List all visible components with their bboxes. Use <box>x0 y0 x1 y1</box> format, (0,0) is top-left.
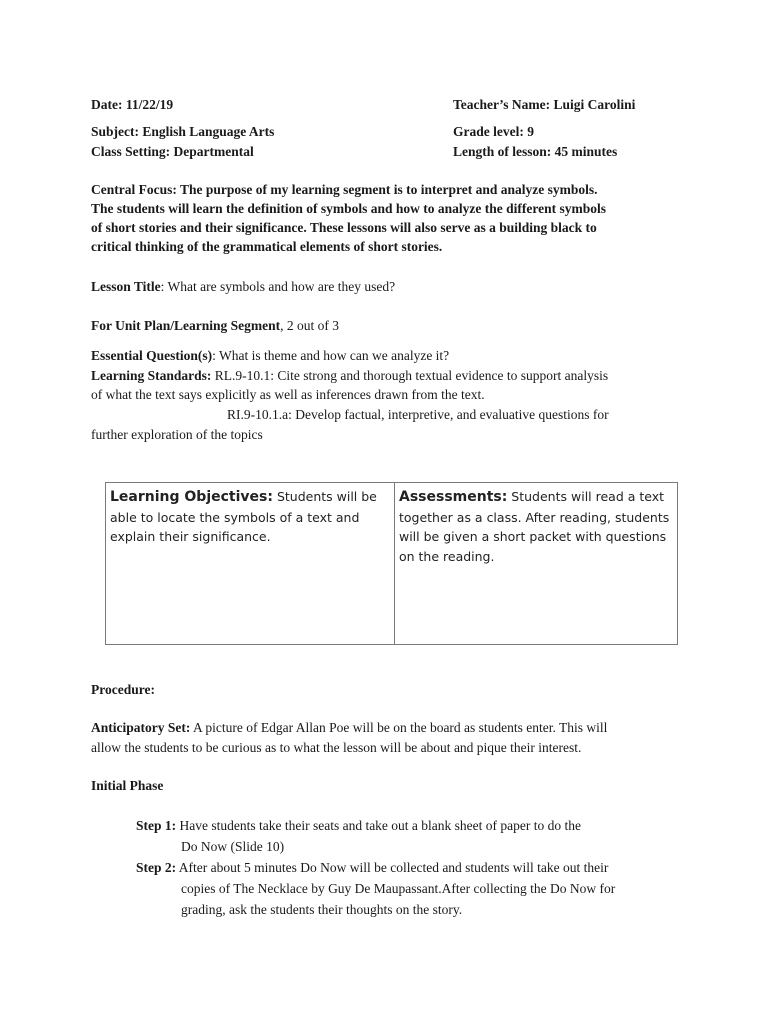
step-1-line-1 <box>136 816 581 835</box>
central-focus-line-2: The students will learn the definition of symbols and how to analyze the different symbols <box>91 201 607 216</box>
length-label: Length of lesson: <box>453 144 552 159</box>
step-2-text-1: After about 5 minutes Do Now will be collected and students will take out their <box>176 860 609 875</box>
date-value: 11/22/19 <box>125 97 174 112</box>
learning-standards-line-3: RI.9-10.1.a: Develop factual, interpretive, and evaluative questions for <box>227 407 609 422</box>
procedure-heading: Procedure: <box>91 682 155 697</box>
grade-label: Grade level: <box>453 124 524 139</box>
essential-question-value: : What is theme and how can we analyze it? <box>212 348 450 363</box>
teacher-line <box>453 95 635 114</box>
assessments-label: Assessments: <box>398 489 508 505</box>
learning-standards-text-1: RL.9-10.1: Cite strong and thorough textual evidence to support analysis <box>211 368 609 383</box>
assessments-cell <box>395 483 677 644</box>
essential-question-line <box>91 346 449 365</box>
step-2-line-3: grading, ask the students their thoughts on the story. <box>181 902 463 917</box>
learning-standards-label: Learning Standards: <box>91 368 212 383</box>
unit-plan-value: , 2 out of 3 <box>280 318 340 333</box>
anticipatory-set-text-1: A picture of Edgar Allan Poe will be on the board as students enter. This will <box>190 720 608 735</box>
assessments-text: Students will read a text together as a class. After reading, students will be given a short packet with questions on the reading. <box>398 489 670 564</box>
setting-label: Class Setting: <box>91 144 171 159</box>
lesson-title-label: Lesson Title <box>91 279 161 294</box>
learning-objectives-label: Learning Objectives: <box>110 489 273 505</box>
step-2-line-2: copies of The Necklace by Guy De Maupassant.After collecting the Do Now for <box>181 881 616 896</box>
anticipatory-set-line-2: allow the students to be curious as to what the lesson will be about and pique their interest. <box>91 740 582 755</box>
step-1-text-1: Have students take their seats and take out a blank sheet of paper to do the <box>176 818 581 833</box>
subject-line <box>91 122 274 141</box>
length-line <box>453 142 617 161</box>
date-label: Date: <box>91 97 123 112</box>
unit-plan-line <box>91 316 339 335</box>
learning-objectives-text: Students will be able to locate the symbols of a text and explain their significance. <box>110 489 377 544</box>
central-focus-line-3: of short stories and their significance. These lessons will also serve as a building black to <box>91 220 597 235</box>
setting-value: Departmental <box>173 144 254 159</box>
central-focus-line-1: Central Focus: The purpose of my learning segment is to interpret and analyze symbols. <box>91 182 598 197</box>
subject-value: English Language Arts <box>142 124 275 139</box>
anticipatory-set-label: Anticipatory Set: <box>91 720 191 735</box>
lesson-title-value: : What are symbols and how are they used? <box>160 279 396 294</box>
central-focus-line-4: critical thinking of the grammatical elements of short stories. <box>91 239 443 254</box>
grade-line <box>453 122 534 141</box>
date-line <box>91 95 173 114</box>
learning-standards-line-4: further exploration of the topics <box>91 427 263 442</box>
lesson-title-line <box>91 277 395 296</box>
step-1-line-2: Do Now (Slide 10) <box>181 839 285 854</box>
length-value: 45 minutes <box>554 144 618 159</box>
learning-standards-line-2: of what the text says explicitly as well as inferences drawn from the text. <box>91 387 485 402</box>
subject-label: Subject: <box>91 124 139 139</box>
initial-phase-heading: Initial Phase <box>91 778 164 793</box>
anticipatory-set-line-1 <box>91 718 607 737</box>
essential-question-label: Essential Question(s) <box>91 348 213 363</box>
grade-value: 9 <box>527 124 534 139</box>
teacher-label: Teacher’s Name: <box>453 97 551 112</box>
step-1-label: Step 1: <box>136 818 177 833</box>
learning-standards-line-1 <box>91 366 608 385</box>
step-2-label: Step 2: <box>136 860 177 875</box>
learning-objectives-cell <box>106 483 395 644</box>
teacher-value: Luigi Carolini <box>553 97 636 112</box>
unit-plan-label: For Unit Plan/Learning Segment <box>91 318 281 333</box>
objectives-assessments-table <box>105 482 678 645</box>
step-2-line-1 <box>136 858 608 877</box>
setting-line <box>91 142 254 161</box>
